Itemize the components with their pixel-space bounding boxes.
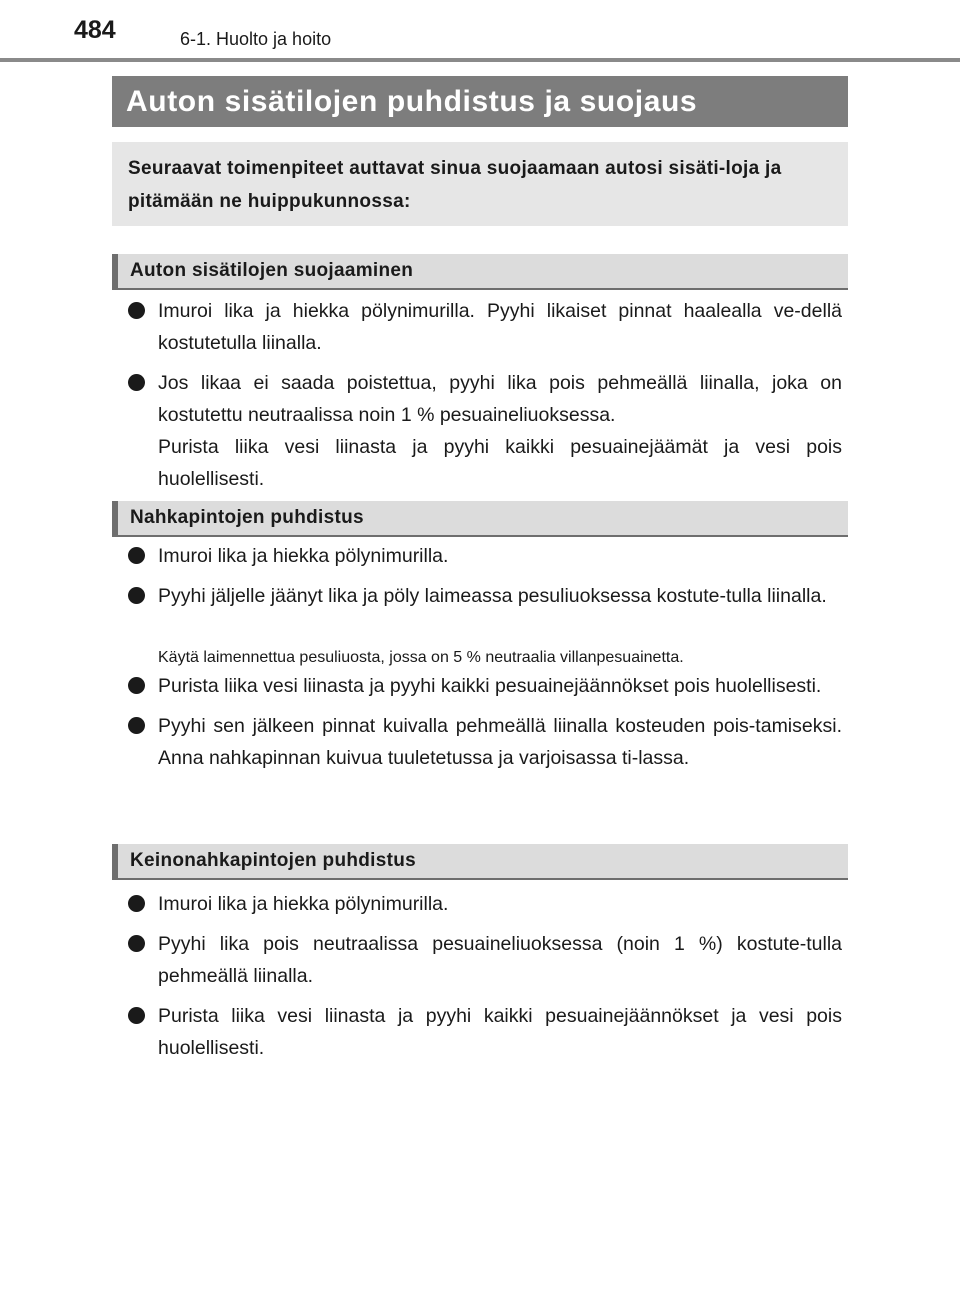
list-item: [126, 540, 842, 572]
filled-circle-bullet-icon: [128, 547, 145, 564]
list-item: [126, 367, 842, 495]
section-heading-text: Keinonahkapintojen puhdistus: [130, 850, 417, 871]
leather-bullet-list: [126, 540, 842, 620]
section-heading-text: Nahkapintojen puhdistus: [130, 507, 364, 528]
page-number: 484: [74, 16, 116, 44]
section-reference: 6-1. Huolto ja hoito: [180, 29, 332, 49]
synthetic-leather-bullet-list: [126, 888, 842, 1072]
page-header: [0, 0, 960, 60]
list-item: [126, 888, 842, 920]
list-item-text: Pyyhi lika pois neutraalissa pesuaineliuoksessa (noin 1 %) kostute-tulla pehmeällä liinalla.: [158, 933, 842, 987]
section-heading-synthetic-leather: [112, 844, 848, 880]
list-item-text: Imuroi lika ja hiekka pölynimurilla. Pyyhi likaiset pinnat haalealla ve-dellä kostutetulla liinalla.: [158, 300, 842, 354]
list-item-text: Pyyhi sen jälkeen pinnat kuivalla pehmeällä liinalla kosteuden pois-tamiseksi. Anna nahkapinnan kuivua tuuletetussa ja varjoisassa ti-lassa.: [158, 715, 842, 769]
list-item: [126, 1000, 842, 1064]
protection-bullet-list: [126, 295, 842, 503]
intro-box: [112, 142, 848, 226]
list-item: [126, 580, 842, 612]
leather-bullet-list-continued: [126, 670, 842, 782]
page-title: Auton sisätilojen puhdistus ja suojaus: [126, 85, 698, 118]
header-rule: [0, 58, 960, 62]
filled-circle-bullet-icon: [128, 717, 145, 734]
section-heading-text: Auton sisätilojen suojaaminen: [130, 260, 414, 281]
list-item-text: Purista liika vesi liinasta ja pyyhi kaikki pesuainejäännökset ja vesi pois huolellisesti.: [158, 1005, 842, 1059]
filled-circle-bullet-icon: [128, 302, 145, 319]
section-heading-protection: [112, 254, 848, 290]
filled-circle-bullet-icon: [128, 587, 145, 604]
section-heading-leather: [112, 501, 848, 537]
list-item-text: Purista liika vesi liinasta ja pyyhi kaikki pesuainejäännökset pois huolellisesti.: [158, 675, 822, 697]
intro-text: Seuraavat toimenpiteet auttavat sinua suojaamaan autosi sisäti-loja ja pitämään ne huippukunnossa:: [128, 158, 782, 212]
list-item-text: Imuroi lika ja hiekka pölynimurilla.: [158, 545, 449, 567]
filled-circle-bullet-icon: [128, 1007, 145, 1024]
list-item-text: Jos likaa ei saada poistettua, pyyhi lika pois pehmeällä liinalla, joka on kostutettu neutraalissa noin 1 % pesuaineliuoksessa.: [158, 372, 842, 426]
list-item: [126, 670, 842, 702]
list-item: [126, 710, 842, 774]
list-item-extra-text: Purista liika vesi liinasta ja pyyhi kaikki pesuainejäämät ja vesi pois huolellisesti.: [158, 436, 842, 490]
page-title-bar: [112, 76, 848, 127]
list-item: [126, 295, 842, 359]
filled-circle-bullet-icon: [128, 935, 145, 952]
list-item: [126, 928, 842, 992]
filled-circle-bullet-icon: [128, 374, 145, 391]
filled-circle-bullet-icon: [128, 677, 145, 694]
list-item-text: Pyyhi jäljelle jäänyt lika ja pöly laimeassa pesuliuoksessa kostute-tulla liinalla.: [158, 585, 827, 607]
detergent-note: Käytä laimennettua pesuliuosta, jossa on 5 % neutraalia villanpesuainetta.: [158, 649, 684, 666]
list-item-text: Imuroi lika ja hiekka pölynimurilla.: [158, 893, 449, 915]
filled-circle-bullet-icon: [128, 895, 145, 912]
